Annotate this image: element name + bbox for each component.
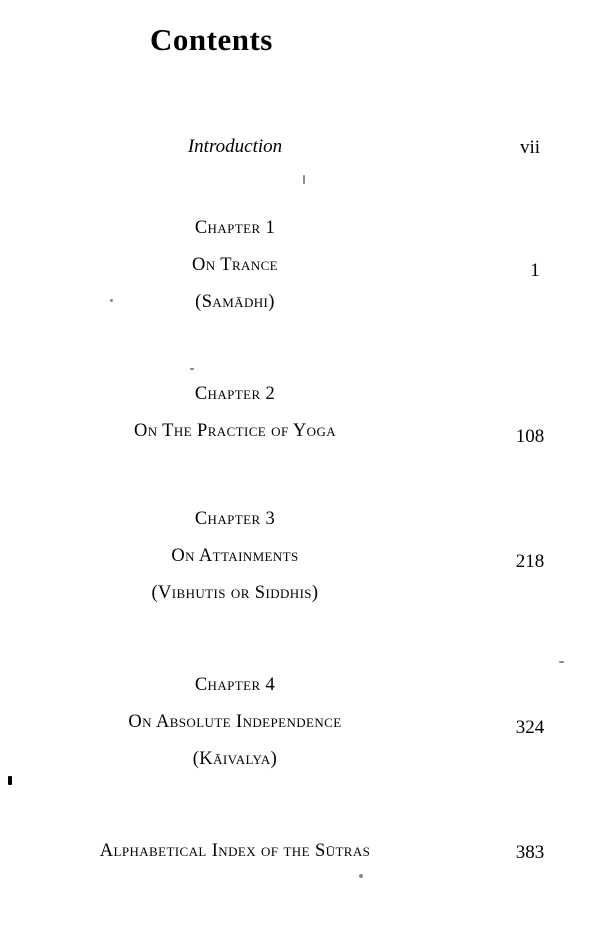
scan-artifact	[8, 776, 12, 785]
toc-entry-line: Chapter 4	[194, 675, 276, 695]
toc-entry-line: Chapter 1	[194, 218, 276, 238]
toc-entry-title-block	[0, 384, 470, 442]
scan-artifact	[110, 299, 113, 302]
toc-entry-title-block	[0, 841, 470, 862]
toc-entry-title-block	[0, 675, 470, 770]
toc-entry-title-block	[0, 218, 470, 313]
scan-artifact	[559, 661, 564, 663]
toc-entry-line: On Attainments	[171, 546, 299, 566]
toc-entry-line: Introduction	[187, 136, 283, 157]
toc-page-number: 108	[515, 426, 545, 447]
toc-entry-title-block	[0, 136, 470, 158]
toc-entry-line: On The Practice of Yoga	[133, 421, 337, 441]
scan-artifact	[359, 874, 363, 878]
toc-entry-line: On Trance	[192, 255, 278, 275]
toc-page-number: 324	[515, 717, 545, 738]
scan-artifact	[190, 368, 194, 370]
toc-entry-line: Alphabetical Index of the Sūtras	[99, 841, 371, 861]
toc-entry-line: On Absolute Independence	[128, 712, 342, 732]
page-title: Contents	[150, 22, 273, 57]
toc-page-number: 1	[530, 260, 540, 281]
scan-artifact	[303, 175, 305, 184]
toc-entry-line: (Vibhutis or Siddhis)	[151, 583, 319, 603]
toc-page-number: vii	[519, 137, 541, 158]
toc-entry-line: (Samādhi)	[195, 292, 275, 312]
toc-entry-line: Chapter 3	[194, 509, 276, 529]
toc-page-number: 383	[515, 842, 545, 863]
toc-page-number: 218	[515, 551, 545, 572]
toc-entry-line: Chapter 2	[194, 384, 276, 404]
toc-entry-line: (Kāivalya)	[192, 749, 278, 769]
toc-entry-title-block	[0, 509, 470, 604]
